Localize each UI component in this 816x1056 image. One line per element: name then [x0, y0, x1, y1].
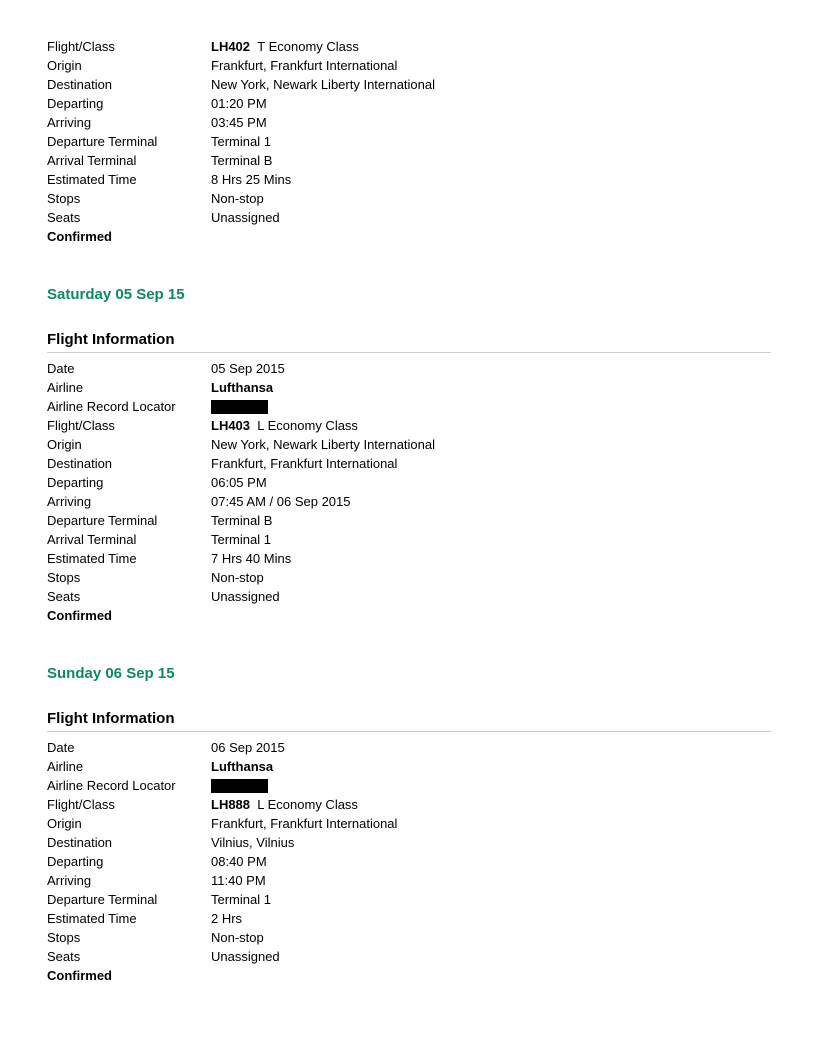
day-heading: Sunday 06 Sep 15: [47, 665, 175, 682]
departing-row: [47, 94, 771, 113]
departing-label: Departing: [47, 475, 104, 490]
estimated-time-label: Estimated Time: [47, 172, 137, 187]
flight-class-value: [211, 416, 771, 435]
estimated-time-value: 7 Hrs 40 Mins: [211, 551, 292, 566]
departing-label: Departing: [47, 854, 104, 869]
origin-value: Frankfurt, Frankfurt International: [211, 816, 398, 831]
departing-value: 08:40 PM: [211, 854, 267, 869]
estimated-time-label: Estimated Time: [47, 911, 137, 926]
date-label: Date: [47, 740, 75, 755]
flight-class-label: Flight/Class: [47, 797, 115, 812]
estimated-time-value: 2 Hrs: [211, 911, 243, 926]
section-title: Flight Information: [47, 330, 771, 353]
destination-row: [47, 454, 771, 473]
flight-class-label: Flight/Class: [47, 39, 115, 54]
stops-label: Stops: [47, 570, 81, 585]
fare-class: L Economy Class: [257, 797, 358, 812]
record-locator-label: Airline Record Locator: [47, 778, 176, 793]
destination-label: Destination: [47, 77, 113, 92]
flight-class-label: Flight/Class: [47, 418, 115, 433]
date-row: [47, 738, 771, 757]
booking-status: Confirmed: [47, 968, 112, 983]
arrival-terminal-value: Terminal 1: [211, 532, 271, 547]
itinerary-page: [47, 37, 771, 985]
record-locator-row: [47, 397, 771, 416]
redacted-record-locator: [211, 400, 268, 414]
arriving-row: [47, 113, 771, 132]
seats-row: [47, 208, 771, 227]
departure-terminal-label: Departure Terminal: [47, 513, 158, 528]
departure-terminal-label: Departure Terminal: [47, 134, 158, 149]
flight-details-2: [47, 359, 771, 625]
departure-terminal-value: Terminal 1: [211, 134, 271, 149]
seats-label: Seats: [47, 589, 81, 604]
arriving-row: [47, 871, 771, 890]
departure-terminal-row: [47, 132, 771, 151]
seats-row: [47, 947, 771, 966]
departing-row: [47, 473, 771, 492]
departure-terminal-value: Terminal B: [211, 513, 273, 528]
seats-value: Unassigned: [211, 589, 280, 604]
arriving-value: 03:45 PM: [211, 115, 267, 130]
origin-value: Frankfurt, Frankfurt International: [211, 58, 398, 73]
departure-terminal-row: [47, 890, 771, 909]
date-row: [47, 359, 771, 378]
destination-value: Frankfurt, Frankfurt International: [211, 456, 398, 471]
stops-value: Non-stop: [211, 191, 264, 206]
stops-value: Non-stop: [211, 570, 264, 585]
seats-value: Unassigned: [211, 210, 280, 225]
date-value: 05 Sep 2015: [211, 361, 285, 376]
booking-status: Confirmed: [47, 229, 112, 244]
airline-value: Lufthansa: [211, 759, 274, 774]
flight-details-1: [47, 37, 771, 246]
estimated-time-row: [47, 170, 771, 189]
origin-label: Origin: [47, 437, 82, 452]
stops-label: Stops: [47, 191, 81, 206]
estimated-time-value: 8 Hrs 25 Mins: [211, 172, 292, 187]
flight-class-row: [47, 37, 771, 56]
estimated-time-row: [47, 909, 771, 928]
arriving-label: Arriving: [47, 115, 92, 130]
origin-label: Origin: [47, 58, 82, 73]
airline-label: Airline: [47, 380, 84, 395]
destination-value: New York, Newark Liberty International: [211, 77, 436, 92]
stops-value: Non-stop: [211, 930, 264, 945]
departing-row: [47, 852, 771, 871]
estimated-time-label: Estimated Time: [47, 551, 137, 566]
departure-terminal-value: Terminal 1: [211, 892, 271, 907]
date-label: Date: [47, 361, 75, 376]
destination-row: [47, 833, 771, 852]
stops-row: [47, 928, 771, 947]
airline-label: Airline: [47, 759, 84, 774]
day-heading: Saturday 05 Sep 15: [47, 286, 185, 303]
departing-label: Departing: [47, 96, 104, 111]
seats-label: Seats: [47, 949, 81, 964]
arrival-terminal-row: [47, 530, 771, 549]
date-value: 06 Sep 2015: [211, 740, 285, 755]
seats-row: [47, 587, 771, 606]
arriving-value: 07:45 AM / 06 Sep 2015: [211, 494, 351, 509]
redacted-record-locator: [211, 779, 268, 793]
estimated-time-row: [47, 549, 771, 568]
flight-number: LH403: [211, 418, 251, 433]
flight-class-row: [47, 795, 771, 814]
arrival-terminal-label: Arrival Terminal: [47, 532, 137, 547]
record-locator-row: [47, 776, 771, 795]
flight-class-value: [211, 795, 771, 814]
airline-row: [47, 757, 771, 776]
destination-label: Destination: [47, 835, 113, 850]
departing-value: 01:20 PM: [211, 96, 267, 111]
flight-number: LH888: [211, 797, 251, 812]
origin-row: [47, 56, 771, 75]
departure-terminal-label: Departure Terminal: [47, 892, 158, 907]
airline-row: [47, 378, 771, 397]
record-locator-label: Airline Record Locator: [47, 399, 176, 414]
seats-label: Seats: [47, 210, 81, 225]
departing-value: 06:05 PM: [211, 475, 267, 490]
destination-row: [47, 75, 771, 94]
destination-value: Vilnius, Vilnius: [211, 835, 295, 850]
arrival-terminal-value: Terminal B: [211, 153, 273, 168]
flight-class-value: [211, 37, 771, 56]
flight-details-3: [47, 738, 771, 985]
arriving-label: Arriving: [47, 494, 92, 509]
seats-value: Unassigned: [211, 949, 280, 964]
arriving-value: 11:40 PM: [211, 873, 266, 888]
destination-label: Destination: [47, 456, 113, 471]
stops-row: [47, 568, 771, 587]
origin-row: [47, 814, 771, 833]
departure-terminal-row: [47, 511, 771, 530]
origin-row: [47, 435, 771, 454]
fare-class: L Economy Class: [257, 418, 358, 433]
stops-label: Stops: [47, 930, 81, 945]
origin-value: New York, Newark Liberty International: [211, 437, 436, 452]
fare-class: T Economy Class: [257, 39, 359, 54]
airline-value: Lufthansa: [211, 380, 274, 395]
flight-class-row: [47, 416, 771, 435]
booking-status: Confirmed: [47, 608, 112, 623]
arriving-label: Arriving: [47, 873, 92, 888]
flight-number: LH402: [211, 39, 251, 54]
origin-label: Origin: [47, 816, 82, 831]
section-title: Flight Information: [47, 709, 771, 732]
arriving-row: [47, 492, 771, 511]
arrival-terminal-label: Arrival Terminal: [47, 153, 137, 168]
arrival-terminal-row: [47, 151, 771, 170]
stops-row: [47, 189, 771, 208]
